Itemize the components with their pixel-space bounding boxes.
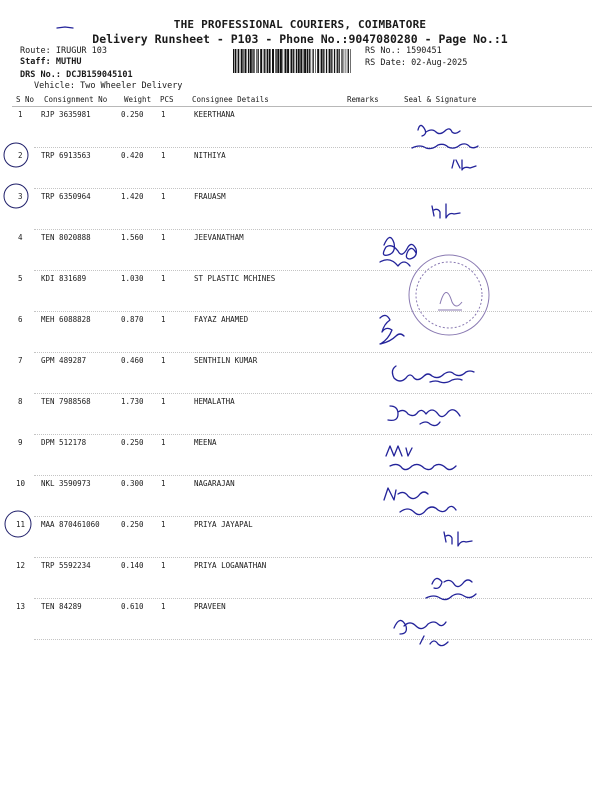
vehicle-label: Vehicle: [34, 81, 75, 91]
col-header-pcs: PCS [160, 95, 174, 104]
col-header-consignee: Consignee Details [192, 95, 269, 104]
row-sno: 7 [18, 356, 23, 365]
row-pcs: 1 [161, 479, 166, 488]
row-consignee: PRIYA JAYAPAL [194, 520, 253, 529]
row-consignment: TEN 7988568 [41, 397, 91, 406]
row-consignee: ST PLASTIC MCHINES [194, 274, 276, 283]
col-header-sno: S No [16, 95, 35, 104]
table-row [0, 315, 600, 356]
table-row [0, 397, 600, 438]
row-sno: 4 [18, 233, 23, 242]
row-weight: 0.460 [121, 356, 144, 365]
row-sno: 3 [18, 192, 23, 201]
vehicle-value: Two Wheeler Delivery [80, 81, 183, 91]
row-consignment: GPM 489287 [41, 356, 87, 365]
row-consignee: JEEVANATHAM [194, 233, 244, 242]
table-row [0, 192, 600, 233]
rs-no-value: 1590451 [405, 46, 442, 56]
row-pcs: 1 [161, 233, 166, 242]
row-consignment: KDI 831689 [41, 274, 87, 283]
table-row [0, 438, 600, 479]
route-line [20, 46, 107, 56]
row-sno: 2 [18, 151, 23, 160]
row-weight: 0.250 [121, 520, 144, 529]
row-consignment: MEH 6088828 [41, 315, 91, 324]
row-sno: 13 [16, 602, 26, 611]
row-consignment: MAA 870461060 [41, 520, 100, 529]
row-consignment: TRP 5592234 [41, 561, 91, 570]
barcode-icon [233, 49, 353, 73]
col-header-remarks: Remarks [347, 95, 379, 104]
row-weight: 0.140 [121, 561, 144, 570]
row-sno: 9 [18, 438, 23, 447]
row-consignee: HEMALATHA [194, 397, 235, 406]
row-pcs: 1 [161, 602, 166, 611]
company-title: THE PROFESSIONAL COURIERS, COIMBATORE [173, 18, 427, 31]
row-consignee: MEENA [194, 438, 217, 447]
row-consignment: TEN 8020888 [41, 233, 91, 242]
row-sno: 11 [16, 520, 26, 529]
row-weight: 0.300 [121, 479, 144, 488]
row-weight: 0.420 [121, 151, 144, 160]
row-weight: 0.250 [121, 438, 144, 447]
header-divider [12, 106, 592, 107]
row-sno: 8 [18, 397, 23, 406]
row-sno: 12 [16, 561, 26, 570]
table-row [0, 233, 600, 274]
row-sno: 6 [18, 315, 23, 324]
row-consignment: DPM 512178 [41, 438, 87, 447]
rs-no-label: RS No.: [365, 46, 401, 56]
row-consignee: FRAUASM [194, 192, 226, 201]
row-pcs: 1 [161, 110, 166, 119]
table-row [0, 110, 600, 151]
row-consignee: KEERTHANA [194, 110, 235, 119]
staff-value: MUTHU [55, 57, 82, 67]
row-consignee: PRIYA LOGANATHAN [194, 561, 267, 570]
route-label: Route: [20, 46, 51, 56]
row-weight: 0.610 [121, 602, 144, 611]
row-sno: 1 [18, 110, 23, 119]
runsheet-title: Delivery Runsheet - P103 - Phone No.:9047080280 - Page No.:1 [92, 32, 508, 46]
row-pcs: 1 [161, 192, 166, 201]
row-consignment: NKL 3590973 [41, 479, 91, 488]
table-row [0, 151, 600, 192]
row-pcs: 1 [161, 561, 166, 570]
table-row [0, 561, 600, 602]
col-header-weight: Weight [124, 95, 152, 104]
row-pcs: 1 [161, 315, 166, 324]
rs-date-line [365, 58, 467, 68]
rs-date-value: 02-Aug-2025 [411, 58, 468, 68]
staff-line [20, 57, 81, 67]
row-consignee: NAGARAJAN [194, 479, 235, 488]
drs-line [20, 70, 133, 80]
drs-label: DRS No.: [20, 70, 61, 80]
row-consignee: FAYAZ AHAMED [194, 315, 249, 324]
col-header-consignment: Consignment No [44, 95, 108, 104]
row-pcs: 1 [161, 356, 166, 365]
table-row [0, 274, 600, 315]
row-consignment: TEN 84289 [41, 602, 82, 611]
row-consignee: SENTHILN KUMAR [194, 356, 258, 365]
table-row [0, 520, 600, 561]
row-pcs: 1 [161, 438, 166, 447]
row-consignee: PRAVEEN [194, 602, 226, 611]
row-pcs: 1 [161, 520, 166, 529]
row-consignment: RJP 3635981 [41, 110, 91, 119]
route-value: IRUGUR 103 [55, 46, 108, 56]
rs-date-label: RS Date: [365, 58, 406, 68]
row-sno: 5 [18, 274, 23, 283]
row-weight: 1.560 [121, 233, 144, 242]
staff-label: Staff: [20, 57, 51, 67]
row-weight: 0.250 [121, 110, 144, 119]
row-weight: 1.420 [121, 192, 144, 201]
table-row [0, 602, 600, 643]
row-pcs: 1 [161, 397, 166, 406]
table-row [0, 356, 600, 397]
row-weight: 0.870 [121, 315, 144, 324]
row-pcs: 1 [161, 274, 166, 283]
row-pcs: 1 [161, 151, 166, 160]
row-weight: 1.730 [121, 397, 144, 406]
row-consignment: TRP 6913563 [41, 151, 91, 160]
row-sno: 10 [16, 479, 26, 488]
row-weight: 1.030 [121, 274, 144, 283]
table-row [0, 479, 600, 520]
vehicle-line [34, 81, 182, 91]
col-header-signature: Seal & Signature [404, 95, 477, 104]
row-consignee: NITHIYA [194, 151, 226, 160]
rs-no-line [365, 46, 442, 56]
drs-value: DCJB159045101 [66, 70, 133, 80]
row-consignment: TRP 6350964 [41, 192, 91, 201]
